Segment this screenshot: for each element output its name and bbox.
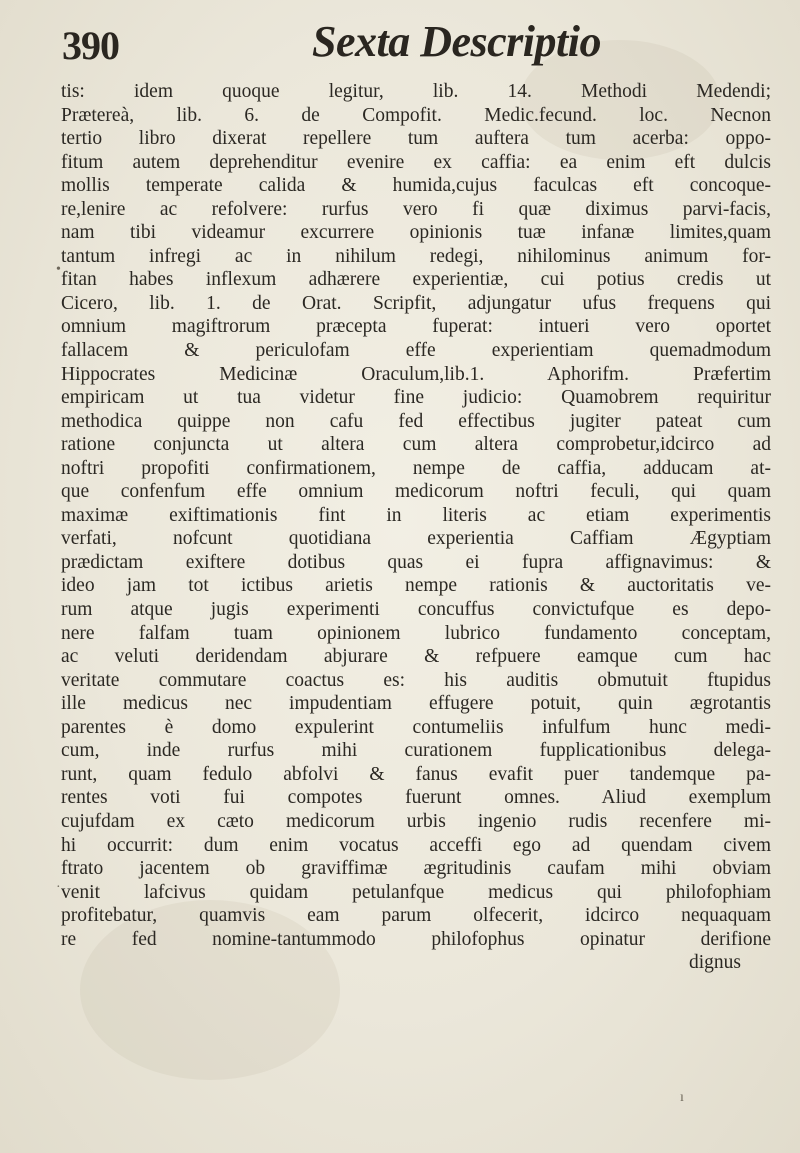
text-line: tantum infregi ac in nihilum redegi, nihilominus animum for- (61, 245, 771, 267)
text-line: Hippocrates Medicinæ Oraculum,lib.1. Aphorifm. Præfertim (61, 363, 771, 385)
text-line: maximæ exiftimationis fint in literis ac etiam experimentis (61, 504, 771, 526)
text-line: re,lenire ac refolvere: rurfus vero fi quæ diximus parvi-facis, (61, 198, 771, 220)
text-line: hi occurrit: dum enim vocatus acceffi ego ad quendam civem (61, 834, 771, 856)
text-line: re fed nomine-tantummodo philofophus opinatur derifione (61, 928, 771, 950)
text-line: tertio libro dixerat repellere tum auftera tum acerba: oppo- (61, 128, 771, 150)
page-number: 390 (62, 23, 119, 68)
text-line: methodica quippe non cafu fed effectibus jugiter pateat cum (61, 410, 771, 432)
text-line: cum, inde rurfus mihi curationem fupplicationibus delega- (61, 740, 771, 762)
text-line: rentes voti fui compotes fuerunt omnes. Aliud exemplum (61, 787, 771, 809)
page-header (60, 12, 780, 76)
margin-mark: · (56, 880, 61, 895)
text-line: ideo jam tot ictibus arietis nempe rationis & auctoritatis ve- (61, 575, 771, 597)
text-line: mollis temperate calida & humida,cujus faculcas eft concoque- (61, 175, 771, 197)
catchword: dignus (688, 952, 741, 974)
text-line: Cicero, lib. 1. de Orat. Scripfit, adjungatur ufus frequens qui (61, 292, 771, 314)
text-line: omnium magiftrorum præcepta fuperat: intueri vero oportet (61, 316, 771, 338)
text-line: profitebatur, quamvis eam parum olfecerit, idcirco nequaquam (61, 905, 771, 927)
text-line: veritate commutare coactus es: his auditis obmutuit ftupidus (61, 669, 771, 691)
text-line: ille medicus nec impudentiam effugere potuit, quin ægrotantis (61, 693, 771, 715)
text-line: fallacem & periculofam effe experientiam quemadmodum (61, 340, 771, 362)
margin-mark: ı (680, 1090, 684, 1105)
text-line: fitum autem deprehenditur evenire ex caffia: ea enim eft dulcis (61, 151, 771, 173)
text-line: prædictam exiftere dotibus quas ei fupra affignavimus: & (61, 551, 771, 573)
margin-mark: • (56, 262, 61, 277)
text-line: ac veluti deridendam abjurare & refpuere eamque cum hac (61, 646, 771, 668)
text-line: parentes è domo expulerint contumeliis infulfum hunc medi- (61, 716, 771, 738)
text-line: fitan habes inflexum adhærere experientiæ, cui potius credis ut (61, 269, 771, 291)
text-line: cujufdam ex cæto medicorum urbis ingenio rudis recenfere mi- (61, 810, 771, 832)
text-line: ratione conjuncta ut altera cum altera comprobetur,idcirco ad (61, 434, 771, 456)
text-line: Prætereà, lib. 6. de Compofit. Medic.fecund. loc. Necnon (61, 104, 771, 126)
text-line: tis: idem quoque legitur, lib. 14. Methodi Medendi; (61, 81, 771, 102)
text-line: verfati, nofcunt quotidiana experientia Caffiam Ægyptiam (61, 528, 771, 550)
text-line: venit lafcivus quidam petulanfque medicus qui philofophiam (61, 881, 771, 903)
text-line: noftri propofiti confirmationem, nempe de caffia, adducam at- (61, 457, 771, 479)
text-line: ftrato jacentem ob graviffimæ ægritudinis caufam mihi obviam (61, 858, 771, 880)
text-line: que confenfum effe omnium medicorum noftri feculi, qui quam (61, 481, 771, 503)
body-text (61, 80, 771, 975)
running-title: Sexta Descriptio (312, 17, 601, 66)
text-line: empiricam ut tua videtur fine judicio: Quamobrem requiritur (61, 387, 771, 409)
text-line: runt, quam fedulo abfolvi & fanus evafit puer tandemque pa- (61, 763, 771, 785)
text-line: nam tibi videamur excurrere opinionis tuæ infanæ limites,quam (61, 222, 771, 244)
text-line: nere falfam tuam opinionem lubrico fundamento conceptam, (61, 622, 771, 644)
text-line: rum atque jugis experimenti concuffus convictufque es depo- (61, 599, 771, 621)
